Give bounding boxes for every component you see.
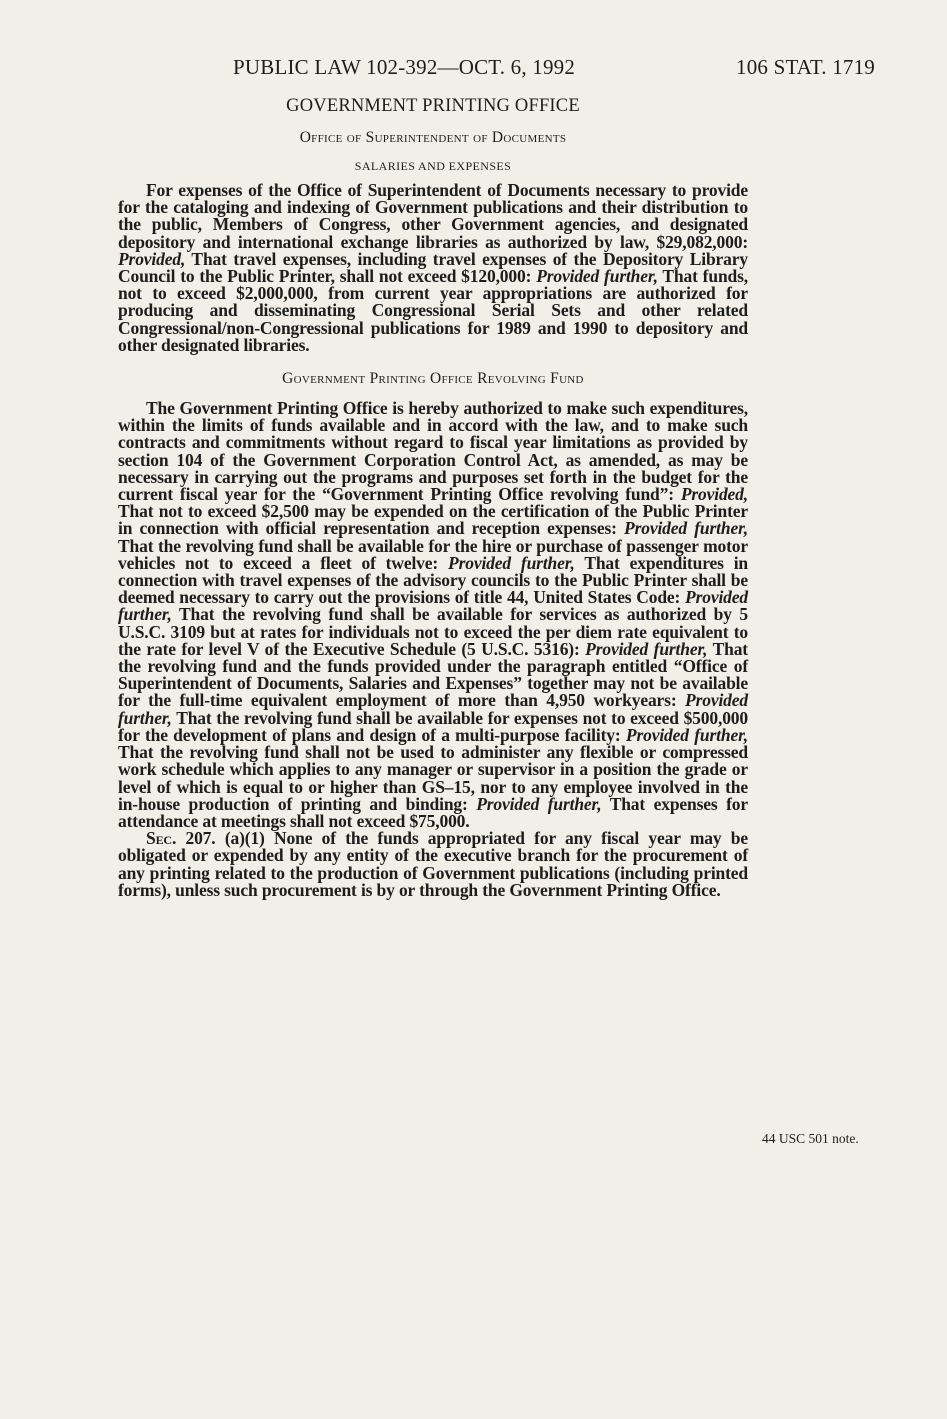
revolving-fund-heading: Government Printing Office Revolving Fund (282, 370, 584, 388)
document-body (118, 96, 748, 899)
revolving-fund-paragraph: The Government Printing Office is hereby authorized to make such expenditures, within the limits of funds available and in accord with the law, and to make such contracts and commitments without regard to fiscal year limitations as provided by section 104 of the Government Corporation Control Act, as amended, as may be necessary in carrying out the programs and purposes set forth in the budget for the current fiscal year for the “Government Printing Office revolving fund”: Provided, That not to exceed $2,500 may be expended on the certification of the Public Printer in connection with official representation and reception expenses: Provided further, That the revolving fund shall be available for the hire or purchase of passenger motor vehicles not to exceed a fleet of twelve: Provided further, That expenditures in connection with travel expenses of the advisory councils to the Public Printer shall be deemed necessary to carry out the provisions of title 44, United States Code: Provided further, That the revolving fund shall be available for services as authorized by 5 U.S.C. 3109 but at rates for individuals not to exceed the per diem rate equivalent to the rate for level V of the Executive Schedule (5 U.S.C. 5316): Provided further, That the revolving fund and the funds provided under the paragraph entitled “Office of Superintendent of Documents, Salaries and Expenses” together may not be available for the full-time equivalent employment of more than 4,950 workyears: Provided further, That the revolving fund shall be available for expenses not to exceed $500,000 for the development of plans and design of a multi-purpose facility: Provided further, That the revolving fund shall not be used to administer any flexible or compressed work schedule which applies to any manager or supervisor in a position the grade or level of which is equal to or higher than GS–15, nor to any employee involved in the in-house production of printing and binding: Provided further, That expenses for attendance at meetings shall not exceed $75,000. (118, 398, 749, 831)
appropriation-subheading: SALARIES AND EXPENSES (354, 159, 512, 173)
superintendent-paragraph: For expenses of the Office of Superintendent of Documents necessary to provide for the cataloging and indexing of Government publications and their distribution to the public, Members of Congress, other Government agencies, and designated depository and international exchange libraries as authorized by law, $29,082,000: Provided, That travel expenses, including travel expenses of the Depository Library Council to the Public Printer, shall not exceed $120,000: Provided further, That funds, not to exceed $2,000,000, from current year appropriations are authorized for producing and disseminating Congressional Serial Sets and other related Congressional/non-Congressional publications for 1989 and 1990 to depository and other designated libraries. (118, 180, 748, 355)
section-207-paragraph: Sec. 207. (a)(1) None of the funds appropriated for any fiscal year may be obligated or expended by any entity of the executive branch for the procurement of any printing related to the production of Government publications (including printed forms), unless such procurement is by or through the Government Printing Office. (118, 828, 748, 900)
agency-heading: GOVERNMENT PRINTING OFFICE (286, 96, 580, 116)
statute-page-number: 106 STAT. 1719 (736, 55, 875, 79)
margin-citation-note: 44 USC 501 note. (762, 1131, 859, 1146)
section-label: Sec. 207. (146, 828, 216, 849)
office-heading: Office of Superintendent of Documents (299, 129, 567, 146)
public-law-title: PUBLIC LAW 102-392—OCT. 6, 1992 (233, 55, 576, 79)
